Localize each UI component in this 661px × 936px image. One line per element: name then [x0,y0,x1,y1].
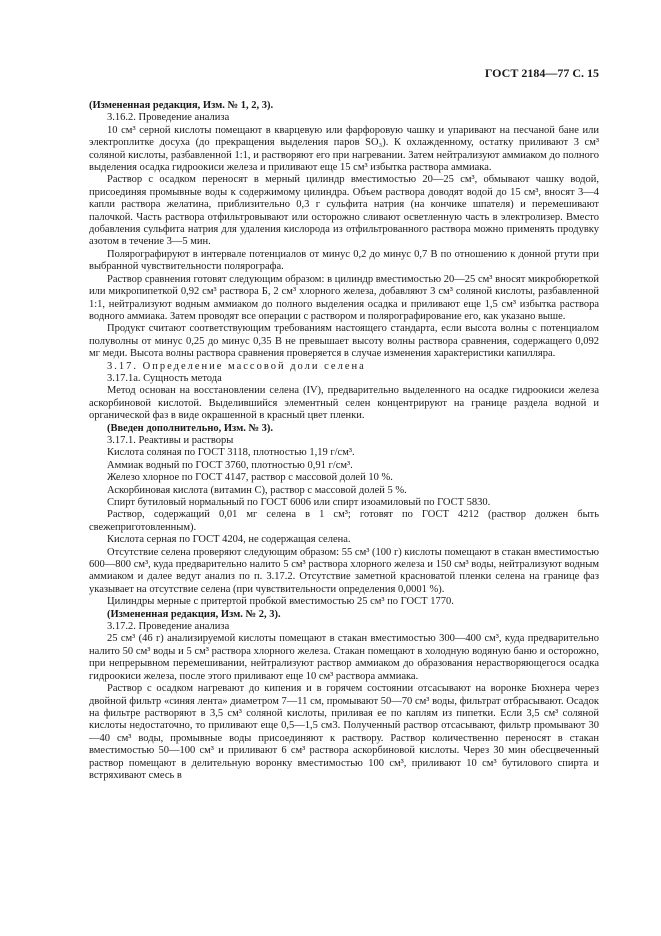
paragraph: Аммиак водный по ГОСТ 3760, плотностью 0,91 г/см³. [107,459,353,471]
paragraph: Продукт считают соответствующим требованиям настоящего стандарта, если высота волны с потенциалом полуволны от минус 0,25 до минус 0,35 В не превышает высоту волны раствора сравнения, содержащего 0,092 мг меди. Высота волны раствора сравнения проверяется в случае изменения характеристики капилляра. [89,323,599,360]
paragraph: 3.17.2. Проведение анализа [107,621,230,633]
paragraph: 3.17.1а. Сущность метода [107,372,222,384]
paragraph: Аскорбиновая кислота (витамин С), раствор с массовой долей 5 %. [107,484,407,496]
paragraph: 3.16.2. Проведение анализа [107,112,230,124]
paragraph: Спирт бутиловый нормальный по ГОСТ 6006 или спирт изоамиловый по ГОСТ 5830. [107,497,491,508]
paragraph: Кислота соляная по ГОСТ 3118, плотностью 1,19 г/см³. [107,447,355,459]
paragraph: (Измененная редакция, Изм. № 1, 2, 3). [89,100,274,111]
paragraph: 10 см³ серной кислоты помещают в кварцевую или фарфоровую чашку и упаривают на песчаной бане или электроплитке досуха (до прекращения выделения паров SO₃). К охлажденному, остатку приливают 3 см³ соляной кислоты, разбавленной 1:1, и растворяют его при нагревании. Затем нейтрализуют аммиаком до полного выделения осадка гидроокиси железа и приливают еще 15 см³ избытка раствора аммиака. [89,124,599,174]
paragraph: Раствор сравнения готовят следующим образом: в цилиндр вместимостью 20—25 см³ вносят микробюреткой или микропипеткой 0,92 см³ раствора Б, 2 см³ хлорного железа, добавляют 3 см³ соляной кислоты, разбавленной 1:1, нейтрализуют водным аммиаком до полного выделения осадка и приливают еще 1,5 см³ избытка раствора водного аммиака. Затем проводят все операции с раствором и полярографирование его, как указано выше. [89,273,599,322]
paragraph: Полярографируют в интервале потенциалов от минус 0,2 до минус 0,7 В по отношению к донной ртути при выбранной чувствительности полярографа. [89,248,599,273]
paragraph: Кислота серная по ГОСТ 4204, не содержащая селена. [107,534,351,546]
paragraph: Метод основан на восстановлении селена (IV), предварительно выделенного на осадке гидроокиси железа аскорбиновой кислотой. Выделившийся элементный селен концентрируют на границе раздела водной и органической фаз в виде окрашенной в красный цвет пленки. [89,385,599,422]
document-body [89,100,599,782]
paragraph: Раствор, содержащий 0,01 мг селена в 1 см³; готовят по ГОСТ 4212 (раствор должен быть свежеприготовленным). [89,509,599,533]
paragraph: Раствор с осадком переносят в мерный цилиндр вместимостью 20—25 см³, обмывают чашку водой, присоединяя промывные воды к содержимому цилиндра. Объем раствора доводят водой до 15 см³, вносят 3—4 капли раствора желатина, приблизительно 0,3 г сульфита натрия (на кончике шпателя) и перемешивают палочкой. Часть раствора отфильтровывают или осторожно сливают осветленную часть в электролизер. Вместо добавления сульфита натрия для удаления кислорода из отфильтрованного раствора можно применять продувку азотом в течение 3—5 мин. [89,174,599,248]
paragraph: 3.17.1. Реактивы и растворы [107,434,234,446]
paragraph: Раствор с осадком нагревают до кипения и в горячем состоянии отсасывают на воронке Бюхнера через двойной фильтр «синяя лента» диаметром 7—11 см, промывают 50—70 см³ воды, фильтрат отбрасывают. Осадок на фильтре растворяют в 3,5 см³ соляной кислоты, приливая ее по каплям из пипетки. Если 3,5 см³ соляной кислоты недостаточно, то приливают еще 0,5—1,5 см3. Полученный раствор отсасывают, фильтр промывают 30—40 см³ воды, промывные воды присоединяют к раствору. Раствор количественно переносят в стакан вместимостью 50—100 см³ и приливают 6 см³ раствора аскорбиновой кислоты. Через 30 мин обесцвеченный раствор помещают в делительную воронку вместимостью 100 см³, приливают 10 см³ бутилового спирта и встряхивают смесь в [89,683,599,781]
paragraph: Цилиндры мерные с притертой пробкой вместимостью 25 см³ по ГОСТ 1770. [107,596,454,608]
paragraph: 25 см³ (46 г) анализируемой кислоты помещают в стакан вместимостью 300—400 см³, куда предварительно налито 50 см³ воды и 5 см³ раствора хлорного железа. Стакан помещают в холодную водяную баню и осторожно, при непрерывном перемешивании, нейтрализуют раствор аммиаком до образования нерастворяющегося осадка гидроокиси железа, после этого приливают еще 10 см³ раствора аммиака. [89,633,599,682]
paragraph: Отсутствие селена проверяют следующим образом: 55 см³ (100 г) кислоты помещают в стакан вместимостью 600—800 см³, куда предварительно налито 5 см³ раствора хлорного железа и 150 см³ воды, нейтрализуют водным аммиаком и далее ведут анализ по п. 3.17.2. Отсутствие заметной красноватой пленки селена на границе фаз указывает на отсутствие селена (при чувствительности определения 0,0001 %). [89,546,599,595]
paragraph: (Введен дополнительно, Изм. № 3). [107,422,274,434]
paragraph: (Измененная редакция, Изм. № 2, 3). [107,608,281,620]
paragraph: Железо хлорное по ГОСТ 4147, раствор с массовой долей 10 %. [107,472,393,484]
page-header: ГОСТ 2184—77 С. 15 [484,66,599,80]
paragraph: 3.17. Определение массовой доли селена [107,360,366,372]
